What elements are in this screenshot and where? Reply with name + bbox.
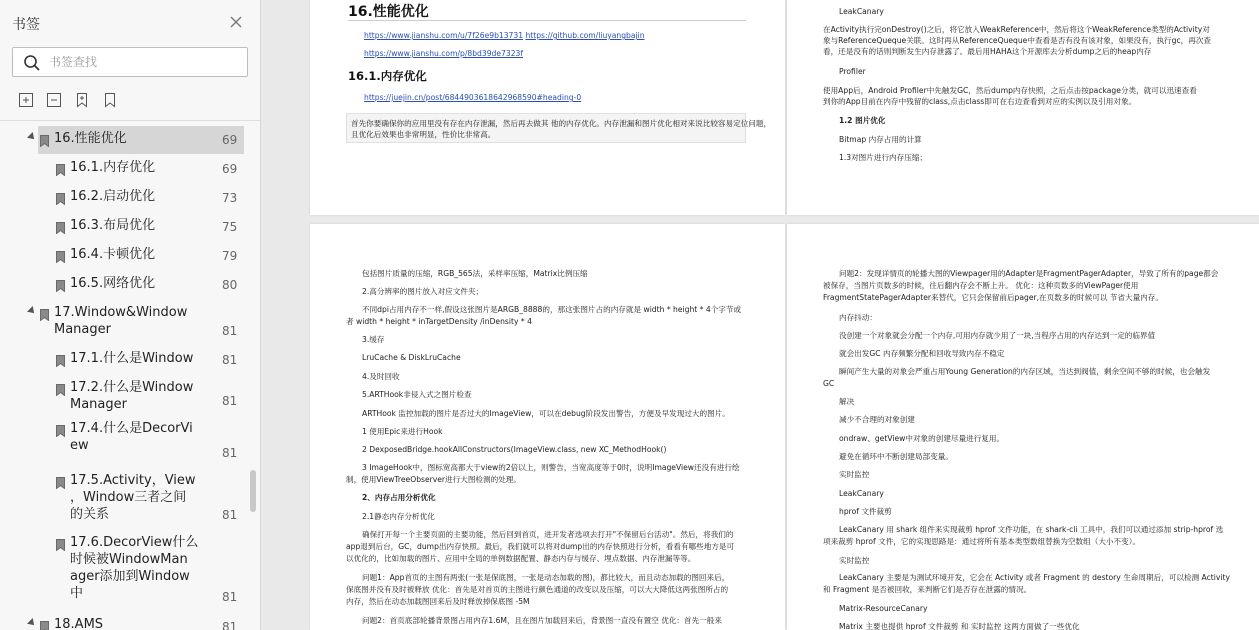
pdf-page [310,224,785,630]
expand-all-icon[interactable] [18,92,34,108]
bookmark-chapter[interactable] [0,298,246,344]
text-line: 1.2 图片优化 [839,116,886,125]
text-line: 在Activity执行完onDestroy()之后，将它放入WeakReference中，然后将这个WeakReference类型的Activity对 [823,25,1210,34]
text-line: LeakCanary [839,489,884,498]
bookmark-icon [40,306,49,318]
section-heading: 16.1.内存优化 [348,69,427,83]
bookmark-icon [56,161,65,173]
text-line: 和 Fragment 是否被回收，来判断它们是否存在泄露的情况。 [823,585,1032,594]
bookmark-page-number: 81 [222,394,238,408]
link-line [364,48,523,59]
text-line: 确保打开每一个主要页面的主要功能，然后回到首页，进开发者选项去打开"不保留后台活动"。然后，将我们的 [362,530,734,539]
bookmark-label: 16.1.内存优化 [70,160,156,175]
bookmark-icon [56,190,65,202]
link-line [364,30,645,41]
link[interactable]: https://www.jianshu.com/u/7f26e9b13731 [364,31,524,40]
bookmark-label: 16.4.卡顿优化 [70,247,156,262]
text-line: 解决 [839,397,855,406]
divider [0,120,260,121]
text-line: LeakCanary [839,7,884,16]
bookmark-item[interactable] [0,182,246,211]
text-line: 1 使用Epic来进行Hook [362,427,443,436]
link[interactable]: https://github.com/liuyangbajin [525,31,645,40]
text-line: 就会出发GC 内存频繁分配和回收导致内存不稳定 [839,349,1005,358]
bookmark-search-box[interactable] [12,47,248,77]
bookmarks-title: 书签 [12,17,40,33]
bookmark-page-number: 81 [222,508,238,522]
bookmark-search-input[interactable] [49,52,239,72]
text-line: 1.3对图片进行内存压缩； [839,153,928,162]
text-line: ondraw、getView中对象的创建尽量进行复用。 [839,434,1005,443]
text-line: hprof 文件裁剪 [839,507,892,516]
bookmark-page-number: 69 [222,162,238,176]
text-line: 者 width * height * inTargetDensity /inDensity * 4 [346,317,532,326]
text-line: Matrix 主要也提供 hprof 文件裁剪 和 实时监控 这两方面做了一些优化 [839,622,1080,630]
bookmark-icon [56,422,65,434]
text-line: 象与ReferenceQueque关联。这时再从ReferenceQueque中查看是否有没有该对象，如果没有，执行gc，再次查 [823,36,1212,45]
heading-rule [348,20,746,21]
bookmark-icon[interactable] [102,92,118,108]
bookmark-label: 17.1.什么是Window [70,351,194,366]
text-line: 问题1：App首页的主图有两张(一张是保底图，一张是动态加载的图)，都比较大，而且动态加载的图回来后， [362,573,730,582]
text-line: 瞬间产生大量的对象会严重占用Young Generation的内存区域，当达到阀值，剩余空间不够的时候，也会触发 [839,367,1211,376]
text-line: LeakCanary 用 shark 组件来实现裁剪 hprof 文件功能，在 shark-cli 工具中，我们可以通过添加 strip-hprof 选 [839,525,1224,534]
bookmark-item[interactable] [0,211,246,240]
bookmark-page-number: 69 [222,133,238,147]
bookmark-label: 16.5.网络优化 [70,276,156,291]
text-line: 看，还是没有的话则判断发生内存泄露了。最后用HAHA这个开源库去分析dump之后的heap内存 [823,47,1152,56]
text-line: 4.及时回收 [362,372,400,381]
bookmark-icon [56,219,65,231]
text-line: 使用App后，Android Profiler中先触发GC，然后dump内存快照，之后点击按package分类，就可以迅速查看 [823,86,1197,95]
bookmark-icon [56,381,65,393]
text-line: 问题2：发现详情页的轮播大图的Viewpager用的Adapter是FragmentPagerAdapter，导致了所有的page都会 [839,269,1219,278]
bookmark-icon [56,277,65,289]
bookmark-icon [40,132,49,144]
text-line: 不同dpi占用内存不一样,假设这张图片是ARGB_8888的，那这张图片占的内存就是 width * height * 4个字节或 [362,305,742,314]
text-line: 制，使用ViewTreeObserver进行大图检测的处理。 [346,475,521,484]
close-icon[interactable] [228,14,244,30]
bookmark-item[interactable] [0,153,246,182]
bookmark-item[interactable] [0,269,246,298]
bookmark-label: 18.AMS [54,617,104,630]
pdf-page [310,0,785,215]
text-line: app退到后台，GC，dump出内存快照。最后，我们就可以将对dump出的内存快照进行分析，看看有哪些地方是可 [346,542,735,551]
bookmark-icon [56,474,65,486]
bookmark-icon [40,618,49,630]
expand-arrow-icon[interactable] [27,618,37,628]
text-line: Matrix-ResourceCanary [839,604,928,613]
bookmark-icon [56,352,65,364]
bookmark-chapter[interactable] [0,610,246,630]
text-line: FragmentStatePagerAdapter来替代，它只会保留前后pager,在页数多的时候可以 节省大量内存。 [823,293,1163,302]
text-line: 实时监控 [839,470,870,479]
expand-arrow-icon[interactable] [27,306,37,316]
note-box [346,113,772,143]
bookmark-page-number: 81 [222,446,238,460]
link[interactable]: https://www.jianshu.com/p/8bd39de7323f [364,49,524,58]
text-line: ARTHook 监控加载的图片是否过大的ImageView，可以在debug阶段发出警告，方便及早发现过大的图片。 [362,409,730,418]
bookmark-item[interactable] [0,240,246,269]
text-line: 2.高分辨率的图片放入对应文件夹； [362,287,484,296]
text-line: 保底图并没有及时被释放 优化：首先是对首页的主图进行颜色通道的改变以及压缩，可以大大降低这两张图所占的 [346,585,729,594]
bookmark-label: 17.4.什么是DecorVi ew [70,421,193,453]
text-line: 2、内存占用分析优化 [362,493,436,502]
bookmark-item[interactable] [0,344,246,373]
bookmark-label: 17.2.什么是Window Manager [70,380,194,412]
sidebar-scrollbar[interactable] [250,470,256,512]
bookmark-label: 17.6.DecorView什么 时候被WindowMan ager添加到Window 中 [70,535,199,601]
bookmark-label: 17.5.Activity，View ，Window三者之间 的关系 [70,473,196,522]
bookmark-icon [56,536,65,548]
text-line: LeakCanary 主要是为测试环境开发，它会在 Activity 或者 Fragment 的 destory 生命周期后，可以检测 Activity [839,573,1230,582]
add-bookmark-icon[interactable] [74,92,90,108]
bookmark-page-number: 80 [222,278,238,292]
search-icon [23,54,41,72]
bookmark-label: 17.Window&Window Manager [54,305,188,337]
text-line: 问题2：首页底部轮播背景图占用内存1.6M，且在图片加载回来后，背景图一直没有置空 优化：首先一般来 [362,616,722,625]
text-line: 被保存，当图片页数多的时候，往后翻内存会不断上升。 优化：这种页数多的ViewPager使用 [823,281,1139,290]
text-line: 避免在循环中不断创建局部变量。 [839,452,953,461]
text-line: 2.1静态内存分析优化 [362,512,435,521]
bookmark-icon [56,248,65,260]
bookmark-page-number: 81 [222,590,238,604]
text-line: Bitmap 内存占用的计算 [839,135,922,144]
text-line: LruCache & DiskLruCache [362,353,461,362]
bookmarks-panel [0,0,261,630]
bookmark-label: 16.3.布局优化 [70,218,156,233]
text-line: 内存，然后在动态加载图回来后及时释放掉保底图 -5M [346,597,530,606]
text-line: 到你的App目前在内存中残留的class,点击class即可在右边查看到对应的实例以及引用对象。 [823,97,1137,106]
note-line: 且优化后效果也非常明显，性价比非常高。 [351,130,496,139]
bookmark-tree [0,124,246,630]
text-line: 包括图片质量的压缩，RGB_565法，采样率压缩，Matrix比例压缩 [362,269,588,278]
bookmark-chapter[interactable] [0,124,246,153]
bookmark-item[interactable] [0,373,246,414]
bookmark-page-number: 73 [222,191,238,205]
note-line: 首先你要确保你的应用里没有存在内存泄漏，然后再去做其 他的内存优化。内存泄漏和图片优化相对来说比较容易定位问题， [351,119,772,128]
text-line: 以优化的，比如加载的图片、应用中全局的单例数据配置、静态内存与缓存、埋点数据、内存泄漏等等。 [346,554,696,563]
text-line: 3 ImageHook中，图标宽高都大于view的2倍以上，则警告，当宽高度等于0时，说明ImageView还没有进行绘 [362,463,740,472]
pdf-page [787,0,1259,215]
bookmark-label: 16.性能优化 [54,131,127,146]
link[interactable]: https://juejin.cn/post/6844903618642968590#heading-0 [364,93,582,102]
text-line: GC [823,379,835,388]
text-line: 实时监控 [839,556,870,565]
text-line: 5.ARTHook非侵入式之图片检查 [362,390,472,399]
text-line: Profiler [839,67,866,76]
pdf-page [787,224,1259,630]
bookmark-page-number: 81 [222,353,238,367]
text-line: 没创建一个对象就会分配一个内存,可用内存就少用了一块,当程序占用的内存达到一定的临界值 [839,331,1156,340]
text-line: 2 DexposedBridge.hookAllConstructors(ImageView.class, new XC_MethodHook() [362,445,667,454]
text-line: 内存抖动： [839,313,877,322]
page-heading: 16.性能优化 [348,4,429,20]
bookmark-page-number: 79 [222,249,238,263]
bookmark-page-number: 81 [222,620,238,630]
bookmark-item[interactable] [0,414,246,466]
expand-arrow-icon[interactable] [27,132,37,142]
collapse-all-icon[interactable] [46,92,62,108]
text-line: 减少不合理的对象创建 [839,415,915,424]
text-line: 3.缓存 [362,335,385,344]
bookmark-label: 16.2.启动优化 [70,189,156,204]
text-line: 项来裁剪 hprof 文件，它的实现思路是：通过将所有基本类型数组替换为空数组（大小不变）。 [823,537,1141,546]
bookmark-item[interactable] [0,466,246,528]
bookmark-page-number: 81 [222,324,238,338]
bookmark-item[interactable] [0,528,246,610]
link-line [364,92,581,103]
bookmark-page-number: 75 [222,220,238,234]
